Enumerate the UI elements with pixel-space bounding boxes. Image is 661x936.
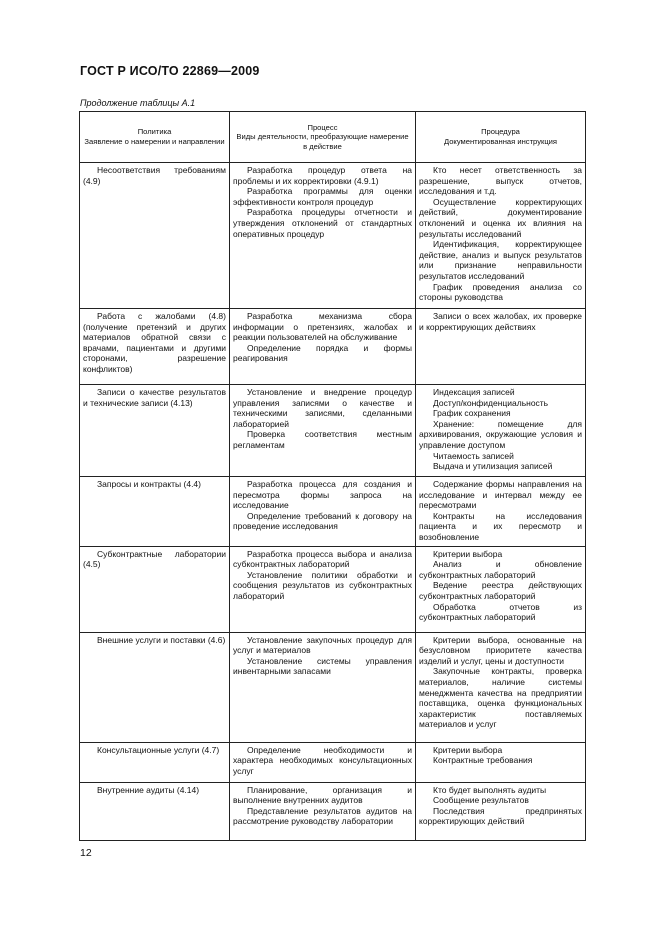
- table-row: [80, 782, 586, 840]
- process-item: Разработка процедур ответа на проблемы и их корректировки (4.9.1): [233, 165, 412, 186]
- procedure-cell: [416, 163, 586, 309]
- policy-cell: [80, 782, 230, 840]
- standard-title: ГОСТ Р ИСО/ТО 22869—2009: [80, 64, 260, 78]
- policy-text: Запросы и контракты (4.4): [97, 479, 201, 489]
- process-cell: [230, 309, 416, 385]
- procedure-item: Обработка отчетов из субконтрактных лабораторий: [419, 601, 582, 623]
- procedure-item: Выдача и утилизация записей: [433, 461, 553, 472]
- policy-text: Несоответствия требованиям (4.9): [83, 165, 226, 186]
- table-row: [80, 632, 586, 742]
- column-header-subtitle: Виды деятельности, преобразующие намерение в действие: [236, 132, 409, 151]
- table-body: [80, 163, 586, 841]
- table-row: [80, 163, 586, 309]
- process-cell: [230, 477, 416, 547]
- procedure-item: Анализ и обновление субконтрактных лабораторий: [419, 559, 582, 580]
- process-item: Разработка процесса выбора и анализа субконтрактных лабораторий: [233, 548, 412, 570]
- process-cell: [230, 782, 416, 840]
- procedure-item: Контракты на исследования пациента и их пересмотр и возобновление: [419, 510, 582, 542]
- column-header-title: Процедура: [481, 127, 520, 137]
- policy-cell: [80, 385, 230, 477]
- procedure-item: Индексация записей: [433, 387, 515, 397]
- procedure-cell: [416, 309, 586, 385]
- column-header-process: [230, 112, 416, 163]
- process-item: Определение требований к договору на проведение исследования: [233, 510, 412, 532]
- policy-text: Записи о качестве результатов и технические записи (4.13): [83, 387, 226, 408]
- policy-cell: [80, 742, 230, 782]
- process-cell: [230, 546, 416, 632]
- page-number: 12: [80, 847, 92, 859]
- procedure-item: Идентификация, корректирующее действие, анализ и выпуск результатов или признание неправильности результатов исследований: [419, 239, 582, 281]
- table-row: [80, 385, 586, 477]
- process-item: Определение необходимости и характера необходимых консультационных услуг: [233, 744, 412, 776]
- process-cell: [230, 632, 416, 742]
- procedure-item: Закупочные контракты, проверка материалов, наличие системы менеджмента качества на предприятии поставщика, оценка функциональных характеристик поставляемых материалов и услуг: [419, 666, 582, 730]
- table-header-row: [80, 112, 586, 163]
- procedure-item: Кто несет ответственность за разрешение, выпуск отчетов, исследования и т.д.: [419, 165, 582, 197]
- process-cell: [230, 385, 416, 477]
- process-item: Разработка программы для оценки эффективности контроля процедур: [233, 186, 412, 207]
- column-header-title: Процесс: [307, 122, 338, 132]
- procedure-cell: [416, 632, 586, 742]
- table-row: [80, 742, 586, 782]
- table-row: [80, 546, 586, 632]
- column-header-policy: [80, 112, 230, 163]
- policy-cell: [80, 163, 230, 309]
- procedure-item: Сообщение результатов: [433, 795, 529, 806]
- process-item: Установление закупочных процедур для услуг и материалов: [233, 634, 412, 656]
- procedure-item: График проведения анализа со стороны руководства: [419, 281, 582, 303]
- procedure-item: Кто будет выполнять аудиты: [433, 784, 547, 795]
- procedure-item: Содержание формы направления на исследование и интервал между ее пересмотрами: [419, 479, 582, 511]
- policy-cell: [80, 546, 230, 632]
- procedure-item: Критерии выбора, основанные на безусловном приоритете качества изделий и услуг, цены и доступности: [419, 634, 582, 666]
- policy-text: Консультационные услуги (4.7): [97, 744, 220, 755]
- procedure-item: Осуществление корректирующих действий, документирование отклонений и оценка их влияния на результаты исследований: [419, 196, 582, 239]
- procedure-item: График сохранения: [433, 408, 511, 419]
- procedure-item: Доступ/конфиденциальность: [433, 397, 549, 408]
- policy-cell: [80, 477, 230, 547]
- procedure-cell: [416, 477, 586, 547]
- procedure-item: Читаемость записей: [433, 450, 514, 461]
- procedure-item: Записи о всех жалобах, их проверке и корректирующих действиях: [419, 311, 582, 332]
- procedure-item: Контрактные требования: [433, 755, 533, 766]
- policy-text: Работа с жалобами (4.8) (получение претензий и других материалов обратной связи с врачами, пациентами и другими сторонами, разрешение конфликтов): [83, 311, 226, 374]
- process-item: Разработка процесса для создания и пересмотра формы запроса на исследование: [233, 479, 412, 511]
- policy-cell: [80, 309, 230, 385]
- policy-text: Внутренние аудиты (4.14): [97, 784, 200, 795]
- policy-process-procedure-table: [79, 111, 586, 841]
- procedure-item: Критерии выбора: [433, 744, 503, 755]
- procedure-item: Последствия предпринятых корректирующих действий: [419, 805, 582, 827]
- procedure-cell: [416, 385, 586, 477]
- process-item: Проверка соответствия местным регламентам: [233, 429, 412, 450]
- procedure-cell: [416, 546, 586, 632]
- column-header-procedure: [416, 112, 586, 163]
- policy-text: Внешние услуги и поставки (4.6): [97, 634, 226, 645]
- process-item: Планирование, организация и выполнение внутренних аудитов: [233, 784, 412, 806]
- policy-cell: [80, 632, 230, 742]
- process-item: Определение порядка и формы реагирования: [233, 342, 412, 364]
- table-caption: Продолжение таблицы А.1: [80, 98, 196, 108]
- column-header-title: Политика: [137, 127, 172, 137]
- process-item: Разработка механизма сбора информации о претензиях, жалобах и реакции пользователей на обслуживание: [233, 311, 412, 343]
- column-header-subtitle: Заявление о намерении и направлении: [84, 137, 225, 146]
- process-cell: [230, 163, 416, 309]
- procedure-item: Хранение: помещение для архивирования, окружающие условия и управление доступом: [419, 418, 582, 450]
- process-item: Установление системы управления инвентарными запасами: [233, 655, 412, 677]
- process-item: Установление политики обработки и сообщения результатов из субконтрактных лабораторий: [233, 569, 412, 601]
- policy-text: Субконтрактные лаборатории (4.5): [83, 548, 226, 570]
- table-row: [80, 309, 586, 385]
- process-item: Разработка процедуры отчетности и утверждения отклонений от стандартных оперативных процедур: [233, 207, 412, 239]
- column-header-subtitle: Документированная инструкция: [443, 137, 558, 146]
- process-cell: [230, 742, 416, 782]
- procedure-cell: [416, 782, 586, 840]
- process-item: Установление и внедрение процедур управления записями о качестве и техническими записями, сделанными лабораторией: [233, 387, 412, 429]
- process-item: Представление результатов аудитов на рассмотрение руководству лаборатории: [233, 805, 412, 827]
- table-row: [80, 477, 586, 547]
- procedure-item: Ведение реестра действующих субконтрактных лабораторий: [419, 580, 582, 601]
- procedure-item: Критерии выбора: [433, 548, 503, 559]
- procedure-cell: [416, 742, 586, 782]
